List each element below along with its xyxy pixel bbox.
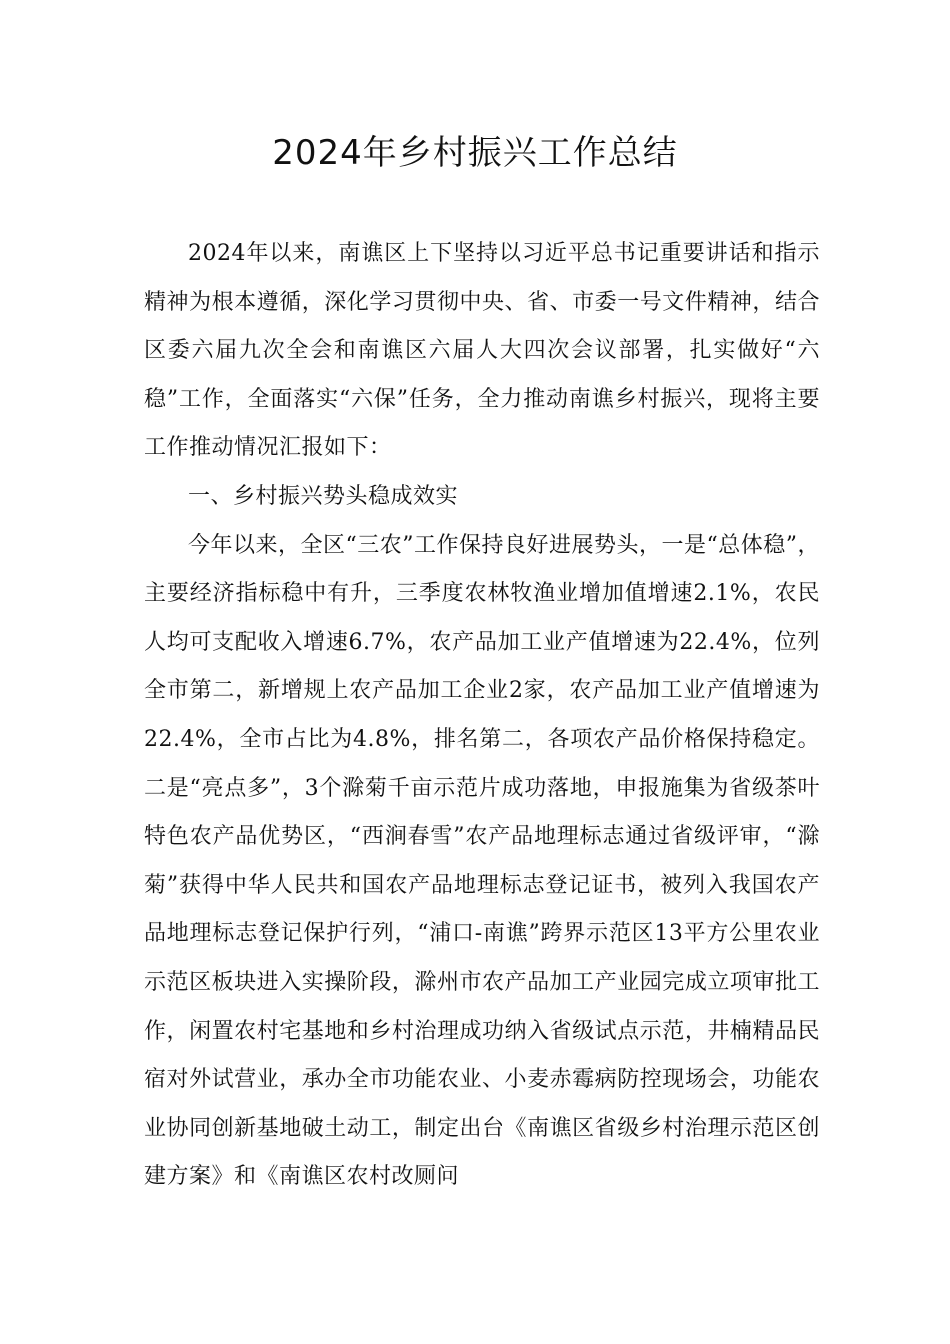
document-body <box>144 230 820 1202</box>
body-paragraph: 今年以来，全区“三农”工作保持良好进展势头，一是“总体稳”，主要经济指标稳中有升，三季度农林牧渔业增加值增速2.1%，农民人均可支配收入增速6.7%，农产品加工业产值增速为22.4%，位列全市第二，新增规上农产品加工企业2家，农产品加工业产值增速为22.4%，全市占比为4.8%，排名第二，各项农产品价格保持稳定。二是“亮点多”，3个滁菊千亩示范片成功落地，申报施集为省级茶叶特色农产品优势区，“西涧春雪”农产品地理标志通过省级评审，“滁菊”获得中华人民共和国农产品地理标志登记证书，被列入我国农产品地理标志登记保护行列，“浦口-南谯”跨界示范区13平方公里农业示范区板块进入实操阶段，滁州市农产品加工产业园完成立项审批工作，闲置农村宅基地和乡村治理成功纳入省级试点示范，井楠精品民宿对外试营业，承办全市功能农业、小麦赤霉病防控现场会，功能农业协同创新基地破土动工，制定出台《南谯区省级乡村治理示范区创建方案》和《南谯区农村改厕问 <box>144 532 820 1190</box>
document-title: 2024年乡村振兴工作总结 <box>272 133 678 173</box>
intro-paragraph: 2024年以来，南谯区上下坚持以习近平总书记重要讲话和指示精神为根本遵循，深化学习贯彻中央、省、市委一号文件精神，结合区委六届九次全会和南谯区六届人大四次会议部署，扎实做好“六稳”工作，全面落实“六保”任务，全力推动南谯乡村振兴，现将主要工作推动情况汇报如下： <box>144 241 820 461</box>
section-heading: 一、乡村振兴势头稳成效实 <box>188 483 459 509</box>
